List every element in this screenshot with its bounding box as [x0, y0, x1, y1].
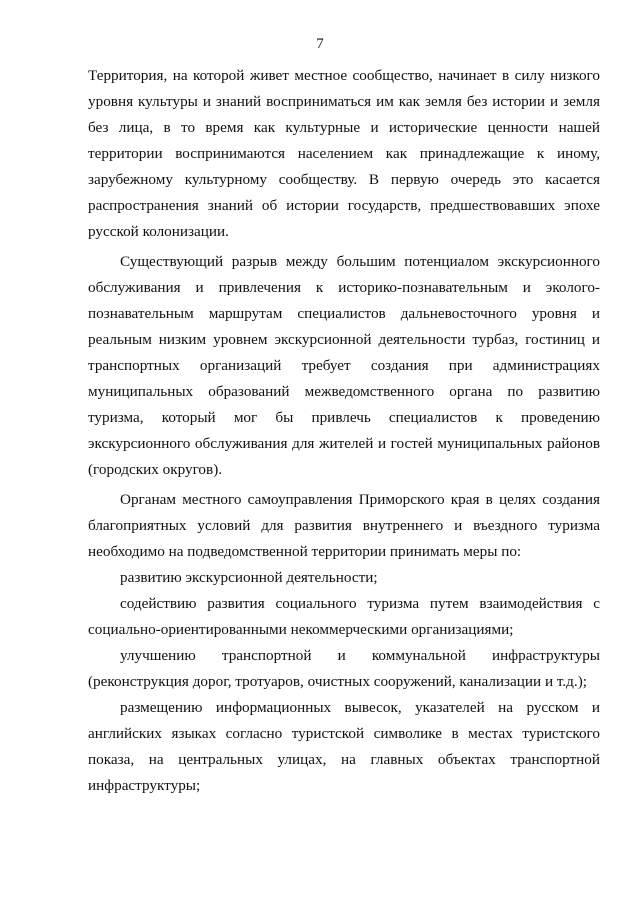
list-item: размещению информационных вывесок, указателей на русском и английских языках согласно туристской символике в местах туристского показа, на центральных улицах, на главных объектах транспортной инфраструктуры;: [88, 699, 600, 794]
document-body: [88, 63, 600, 799]
paragraph: Территория, на которой живет местное сообщество, начинает в силу низкого уровня культуры и знаний восприниматься им как земля без истории и земля без лица, в то время как культурные и исторические ценности нашей территории воспринимаются населением как принадлежащие к иному, зарубежному культурному сообществу. В первую очередь это касается распространения знаний об истории государств, предшествовавших эпохе русской колонизации.: [88, 67, 600, 240]
paragraph: Существующий разрыв между большим потенциалом экскурсионного обслуживания и привлечения к историко-познавательным и эколого-познавательным маршрутам специалистов дальневосточного уровня и реальным низким уровнем экскурсионной деятельности турбаз, гостиниц и транспортных организаций требует создания при администрациях муниципальных образований межведомственного органа по развитию туризма, который мог бы привлечь специалистов к проведению экскурсионного обслуживания для жителей и гостей муниципальных районов (городских округов).: [88, 253, 600, 478]
paragraph: Органам местного самоуправления Приморского края в целях создания благоприятных условий для развития внутреннего и въездного туризма необходимо на подведомственной территории принимать меры по:: [88, 491, 600, 560]
page-number: 7: [316, 36, 324, 52]
list-item: содействию развития социального туризма путем взаимодействия с социально-ориентированными некоммерческими организациями;: [88, 595, 600, 638]
list-item: развитию экскурсионной деятельности;: [120, 569, 378, 586]
list-item: улучшению транспортной и коммунальной инфраструктуры (реконструкция дорог, тротуаров, очистных сооружений, канализации и т.д.);: [88, 647, 600, 690]
